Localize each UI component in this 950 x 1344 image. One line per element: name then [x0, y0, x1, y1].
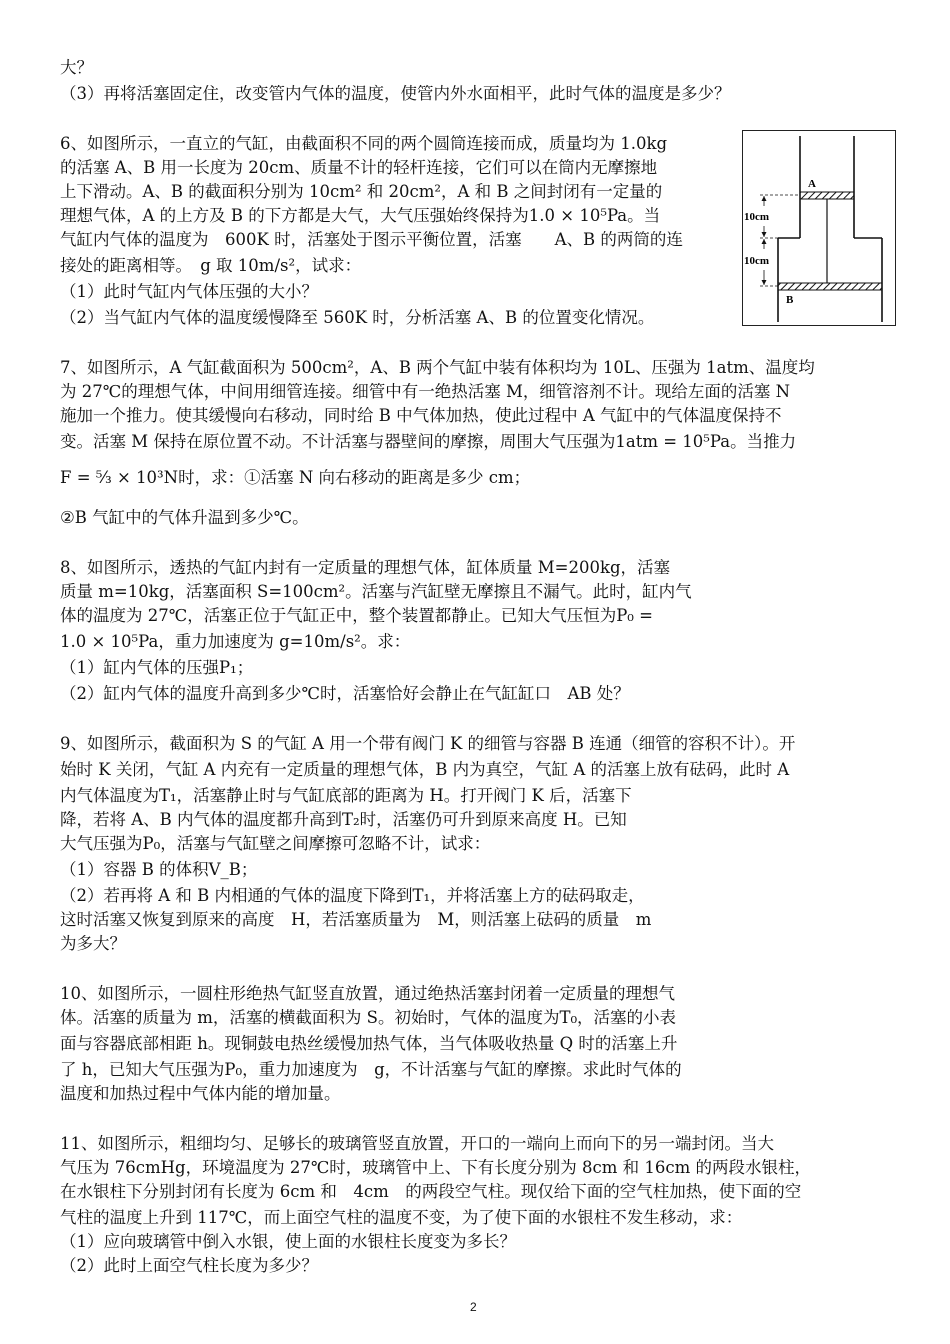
label-piston-b: B: [786, 294, 794, 306]
text-line: 11、如图所示，粗细均匀、足够长的玻璃管竖直放置，开口的一端向上而向下的另一端封闭。当大: [60, 1134, 774, 1153]
text-line: 6、如图所示，一直立的气缸，由截面积不同的两个圆筒连接而成，质量均为 1.0kg: [60, 134, 668, 153]
label-piston-a: A: [808, 178, 816, 190]
dimension-upper-label: 10cm: [744, 211, 770, 223]
text-line: 始时 K 关闭，气缸 A 内充有一定质量的理想气体，B 内为真空，气缸 A 的活塞上放有砝码，此时 A: [60, 760, 790, 779]
text-line: 10、如图所示，一圆柱形绝热气缸竖直放置，通过绝热活塞封闭着一定质量的理想气: [60, 984, 675, 1003]
text-line: 体。活塞的质量为 m，活塞的横截面积为 S。初始时，气体的温度为T₀，活塞的小表: [60, 1008, 677, 1027]
text-line: 气缸内气体的温度为 600K 时，活塞处于图示平衡位置，活塞 A、B 的两筒的连: [60, 230, 683, 249]
text-line: 8、如图所示，透热的气缸内封有一定质量的理想气体，缸体质量 M=200kg，活塞: [60, 558, 671, 577]
text-line: 为 27℃的理想气体，中间用细管连接。细管中有一绝热活塞 M，细管溶剂不计。现给左面的活塞 N: [60, 382, 791, 401]
text-line: 气压为 76cmHg，环境温度为 27℃时，玻璃管中上、下有长度分别为 8cm 和 16cm 的两段水银柱，: [60, 1158, 812, 1177]
text-line: F = ⁵⁄₃ × 10³N时，求：①活塞 N 向右移动的距离是多少 cm；: [60, 468, 531, 487]
text-line: 气柱的温度上升到 117℃，而上面空气柱的温度不变，为了使下面的水银柱不发生移动，求：: [60, 1208, 743, 1227]
text-line: 面与容器底部相距 h。现铜鼓电热丝缓慢加热气体，当气体吸收热量 Q 时的活塞上升: [60, 1034, 678, 1053]
text-line: 9、如图所示，截面积为 S 的气缸 A 用一个带有阀门 K 的细管与容器 B 连通（细管的容积不计）。开: [60, 734, 796, 753]
text-line: （2）若再将 A 和 B 内相通的气体的温度下降到T₁，并将活塞上方的砝码取走，: [60, 886, 645, 905]
text-line: ②B 气缸中的气体升温到多少℃。: [60, 508, 309, 527]
text-line: 体的温度为 27℃，活塞正位于气缸正中，整个装置都静止。已知大气压恒为P₀ =: [60, 606, 653, 625]
text-line: 上下滑动。A、B 的截面积分别为 10cm² 和 20cm²，A 和 B 之间封闭有一定量的: [60, 182, 663, 201]
text-line: 这时活塞又恢复到原来的高度 H，若活塞质量为 M，则活塞上砝码的质量 m: [60, 910, 652, 929]
text-line: 理想气体，A 的上方及 B 的下方都是大气，大气压强始终保持为1.0 × 10⁵Pa。当: [60, 206, 661, 225]
text-line: 了 h，已知大气压强为P₀，重力加速度为 g，不计活塞与气缸的摩擦。求此时气体的: [60, 1060, 682, 1079]
text-line: （2）当气缸内气体的温度缓慢降至 560K 时，分析活塞 A、B 的位置变化情况。: [60, 308, 655, 327]
text-line: （3）再将活塞固定住，改变管内气体的温度，使管内外水面相平，此时气体的温度是多少？: [60, 84, 731, 103]
text-line: 降，若将 A、B 内气体的温度都升高到T₂时，活塞仍可升到原来高度 H。已知: [60, 810, 627, 829]
text-line: 温度和加热过程中气体内能的增加量。: [60, 1084, 341, 1103]
text-line: （1）缸内气体的压强P₁；: [60, 658, 254, 677]
text-line: 7、如图所示，A 气缸截面积为 500cm²，A、B 两个气缸中装有体积均为 10L、压强为 1atm、温度均: [60, 358, 815, 377]
text-line: （2）缸内气体的温度升高到多少℃时，活塞恰好会静止在气缸缸口 AB 处？: [60, 684, 630, 703]
piston-a: [800, 192, 854, 199]
text-line: 质量 m=10kg，活塞面积 S=100cm²。活塞与汽缸壁无摩擦且不漏气。此时，缸内气: [60, 582, 692, 601]
text-line: 变。活塞 M 保持在原位置不动。不计活塞与器壁间的摩擦，周围大气压强为1atm = 10⁵Pa。当推力: [60, 432, 797, 451]
piston-b: [778, 283, 882, 290]
cylinder-figure: [742, 130, 896, 326]
dimension-lower-label: 10cm: [744, 255, 770, 267]
text-line: （1）此时气缸内气体压强的大小？: [60, 282, 318, 301]
text-line: 大？: [60, 58, 93, 77]
text-line: （1）容器 B 的体积V_B；: [60, 860, 258, 879]
text-line: （1）应向玻璃管中倒入水银，使上面的水银柱长度变为多长？: [60, 1232, 516, 1251]
text-line: 内气体温度为T₁，活塞静止时与气缸底部的距离为 H。打开阀门 K 后，活塞下: [60, 786, 632, 805]
text-line: 施加一个推力。使其缓慢向右移动，同时给 B 中气体加热，使此过程中 A 气缸中的气体温度保持不: [60, 406, 782, 425]
text-line: 的活塞 A、B 用一长度为 20cm、质量不计的轻杆连接，它们可以在筒内无摩擦地: [60, 158, 658, 177]
text-line: （2）此时上面空气柱长度为多少？: [60, 1256, 318, 1275]
text-line: 大气压强为P₀，活塞与气缸壁之间摩擦可忽略不计，试求：: [60, 834, 491, 853]
text-line: 接处的距离相等。 g 取 10m/s²，试求：: [60, 256, 362, 275]
page-number: 2: [470, 1300, 477, 1314]
text-line: 为多大？: [60, 934, 126, 953]
text-line: 在水银柱下分别封闭有长度为 6cm 和 4cm 的两段空气柱。现仅给下面的空气柱加热，使下面的空: [60, 1182, 802, 1201]
text-line: 1.0 × 10⁵Pa，重力加速度为 g=10m/s²。求：: [60, 632, 411, 651]
